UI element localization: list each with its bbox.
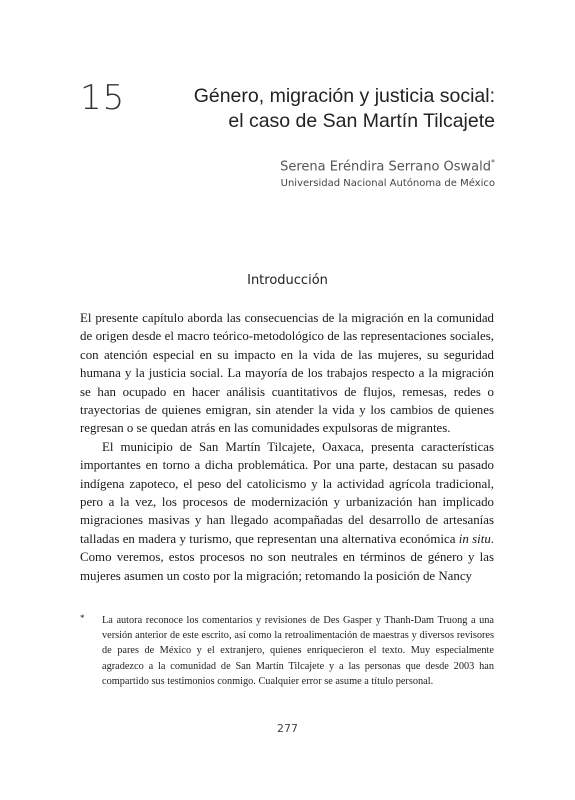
chapter-title (165, 84, 495, 134)
author-footnote-mark: * (491, 158, 495, 167)
paragraph-2-text-a: El municipio de San Martín Tilcajete, Oaxaca, presenta características importantes en torno a dicha problemática. Por una parte, destacan su pasado indígena zapoteco, el peso del catolicismo y la actividad agrícola tradicional, pero a la vez, los procesos de modernización y urbanización han implicado migraciones masivas y han llegado acompañadas del desarrollo de artesanías talladas en madera y turismo, que representan una alternativa económica (80, 439, 494, 546)
author-name (280, 158, 495, 174)
footnote-text: La autora reconoce los comentarios y revisiones de Des Gasper y Thanh-Dam Truong a una versión anterior de este escrito, así como la retroalimentación de maestras y diversos revisores de pares de México y el extranjero, quienes enriquecieron el texto. Muy especialmente agradezco a la comunidad de San Martín Tilcajete y a las personas que desde 2003 han compartido sus testimonios conmigo. Cualquier error se asume a título personal. (102, 615, 494, 687)
chapter-title-line-2: el caso de San Martín Tilcajete (228, 110, 495, 132)
body-text (80, 309, 494, 585)
section-heading: Introducción (247, 273, 328, 288)
footnote-mark: * (80, 613, 85, 623)
paragraph-2 (80, 438, 494, 585)
author-name-text: Serena Eréndira Serrano Oswald (280, 159, 491, 175)
paragraph-2-text-b: . Como veremos, estos procesos no son neutrales en términos de género y las mujeres asumen un costo por la migración; retomando la posición de Nancy (80, 531, 495, 583)
footnote (80, 613, 494, 689)
paragraph-1: El presente capítulo aborda las consecuencias de la migración en la comunidad de origen desde el macro teórico-metodológico de las representaciones sociales, con atención especial en su impacto en la vida de las mujeres, su seguridad humana y la justicia social. La mayoría de los trabajos respecto a la migración se han ocupado en hacer análisis cuantitativos de flujos, remesas, redes o trayectorias de quienes emigran, sin atender la vida y los cambios de quienes regresan o se quedan atrás en las comunidades expulsoras de migrantes. (80, 311, 494, 436)
page-number: 277 (277, 722, 298, 735)
chapter-number: 15 (80, 78, 126, 118)
author-affiliation: Universidad Nacional Autónoma de México (280, 178, 495, 189)
chapter-title-line-1: Género, migración y justicia social: (193, 85, 495, 107)
paragraph-2-italic: in situ (458, 531, 491, 546)
